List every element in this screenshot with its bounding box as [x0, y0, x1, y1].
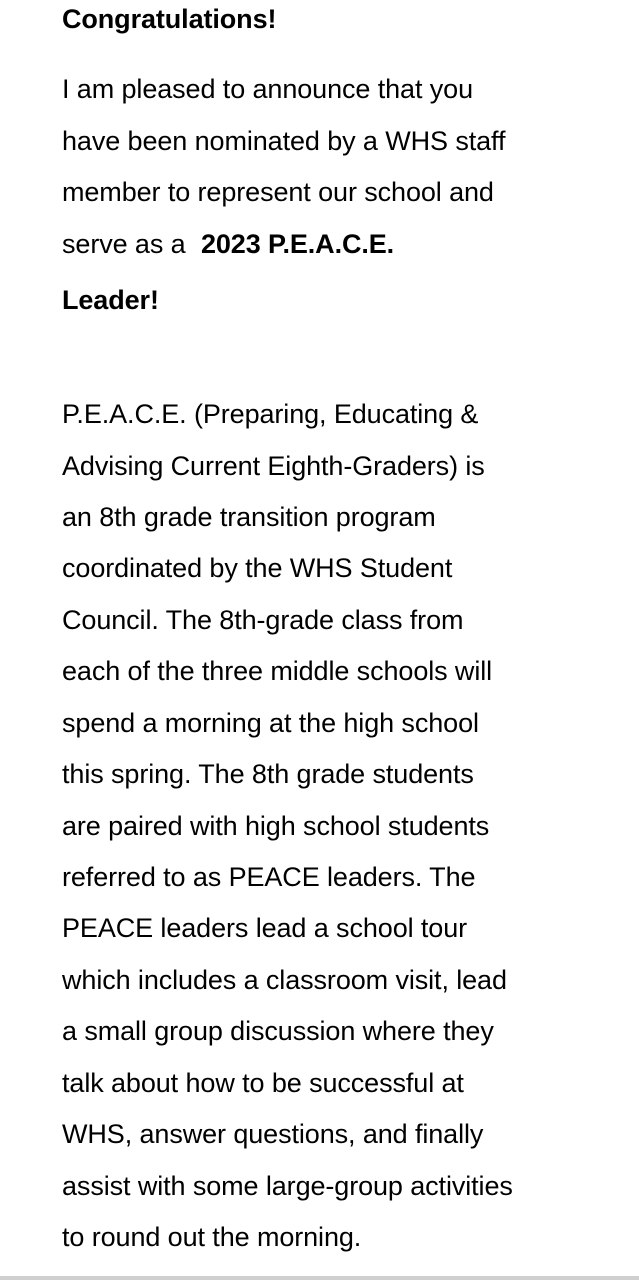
body-line: an 8th grade transition program — [62, 502, 436, 532]
intro-line: have been nominated by a WHS staff — [62, 126, 506, 156]
body-line: referred to as PEACE leaders. The — [62, 862, 476, 892]
body-line: Advising Current Eighth-Graders) is — [62, 451, 485, 481]
intro-line: I am pleased to announce that you — [62, 74, 473, 104]
body-line: assist with some large-group activities — [62, 1171, 513, 1201]
body-line: PEACE leaders lead a school tour — [62, 913, 468, 943]
body-line: Council. The 8th-grade class from — [62, 605, 464, 635]
letter-heading: Congratulations! — [62, 4, 277, 34]
body-line: to round out the morning. — [62, 1222, 362, 1252]
leader-title-part1: 2023 P.E.A.C.E. — [200, 229, 395, 259]
body-line: each of the three middle schools will — [62, 656, 493, 686]
body-line: are paired with high school students — [62, 811, 490, 841]
serve-prefix: serve as a — [62, 229, 193, 259]
intro-line: member to represent our school and — [62, 177, 494, 207]
body-line: coordinated by the WHS Student — [62, 553, 453, 583]
bottom-divider — [0, 1276, 639, 1280]
body-line: talk about how to be successful at — [62, 1068, 464, 1098]
serve-line — [62, 227, 394, 261]
body-line: WHS, answer questions, and finally — [62, 1119, 484, 1149]
body-line: P.E.A.C.E. (Preparing, Educating & — [62, 399, 479, 429]
body-line: spend a morning at the high school — [62, 708, 479, 738]
body-line: this spring. The 8th grade students — [62, 759, 474, 789]
body-line: which includes a classroom visit, lead — [62, 965, 507, 995]
leader-title-part2: Leader! — [62, 285, 159, 315]
body-line: a small group discussion where they — [62, 1016, 494, 1046]
